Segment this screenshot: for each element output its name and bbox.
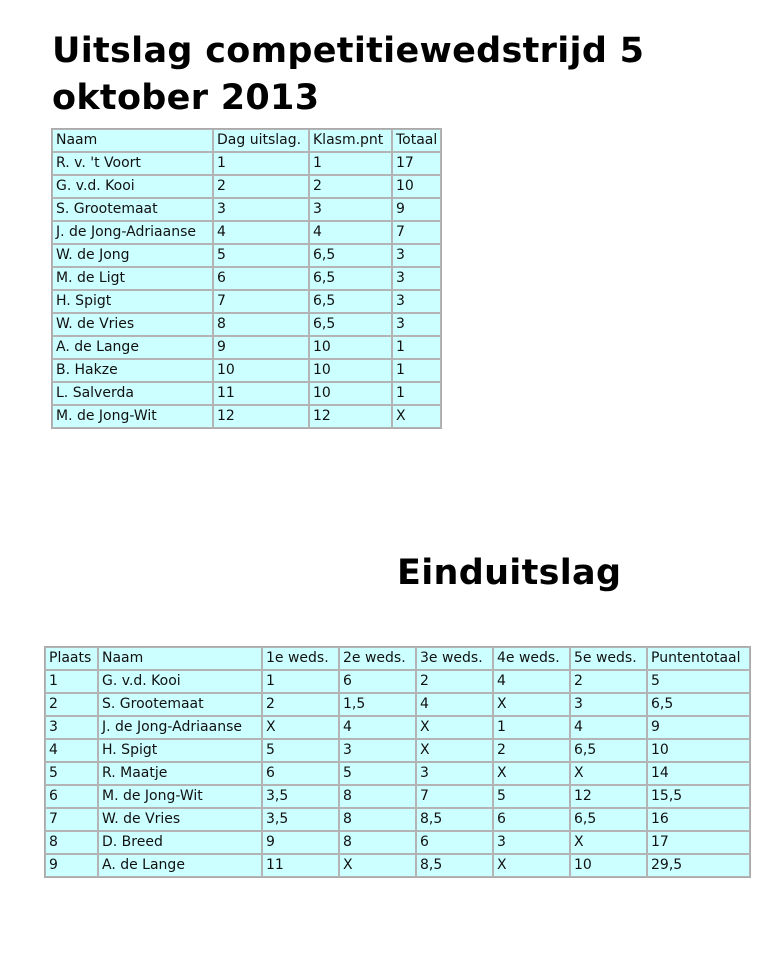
final-results-cell: 2 xyxy=(45,693,98,716)
final-results-cell: X xyxy=(570,831,647,854)
final-results-cell: 9 xyxy=(647,716,750,739)
day-results-cell: H. Spigt xyxy=(52,290,213,313)
day-results-cell: 7 xyxy=(213,290,309,313)
table-row xyxy=(45,716,750,739)
final-results-cell: 10 xyxy=(647,739,750,762)
day-results-cell: 5 xyxy=(213,244,309,267)
final-results-cell: 8,5 xyxy=(416,854,493,877)
final-results-cell: X xyxy=(262,716,339,739)
final-results-header-cell: Plaats xyxy=(45,647,98,670)
final-results-cell: 3 xyxy=(416,762,493,785)
day-results-cell: M. de Jong-Wit xyxy=(52,405,213,428)
day-results-cell: X xyxy=(392,405,441,428)
final-results-cell: 5 xyxy=(45,762,98,785)
day-results-cell: 1 xyxy=(392,336,441,359)
final-results-cell: A. de Lange xyxy=(98,854,262,877)
day-results-cell: 3 xyxy=(213,198,309,221)
final-results-cell: 2 xyxy=(262,693,339,716)
final-results-cell: 3 xyxy=(45,716,98,739)
final-results-cell: 9 xyxy=(45,854,98,877)
final-results-cell: 11 xyxy=(262,854,339,877)
day-results-cell: 10 xyxy=(309,382,392,405)
table-row xyxy=(52,267,441,290)
final-results-cell: 6 xyxy=(262,762,339,785)
day-results-header-cell: Klasm.pnt xyxy=(309,129,392,152)
final-results-cell: R. Maatje xyxy=(98,762,262,785)
final-results-cell: 6 xyxy=(45,785,98,808)
final-results-cell: 2 xyxy=(493,739,570,762)
table-row xyxy=(52,336,441,359)
final-results-cell: 10 xyxy=(570,854,647,877)
day-results-cell: 3 xyxy=(309,198,392,221)
final-results-body xyxy=(45,647,750,877)
day-results-cell: 10 xyxy=(213,359,309,382)
final-results-cell: 5 xyxy=(262,739,339,762)
table-row xyxy=(45,854,750,877)
final-results-cell: S. Grootemaat xyxy=(98,693,262,716)
final-results-cell: 3 xyxy=(570,693,647,716)
final-results-cell: J. de Jong-Adriaanse xyxy=(98,716,262,739)
day-results-cell: 2 xyxy=(213,175,309,198)
final-results-cell: 4 xyxy=(45,739,98,762)
day-results-cell: 9 xyxy=(392,198,441,221)
day-results-cell: 6,5 xyxy=(309,267,392,290)
day-results-cell: W. de Jong xyxy=(52,244,213,267)
day-results-cell: 1 xyxy=(392,382,441,405)
day-results-cell: 6,5 xyxy=(309,290,392,313)
day-results-cell: 10 xyxy=(309,359,392,382)
final-results-cell: 3 xyxy=(339,739,416,762)
final-results-cell: G. v.d. Kooi xyxy=(98,670,262,693)
table-row xyxy=(52,221,441,244)
day-results-cell: 6,5 xyxy=(309,244,392,267)
final-results-cell: 1 xyxy=(45,670,98,693)
table-row xyxy=(52,405,441,428)
day-results-cell: 1 xyxy=(392,359,441,382)
table-row xyxy=(52,152,441,175)
day-results-cell: 3 xyxy=(392,313,441,336)
day-results-cell: J. de Jong-Adriaanse xyxy=(52,221,213,244)
final-results-cell: 4 xyxy=(570,716,647,739)
final-results-cell: W. de Vries xyxy=(98,808,262,831)
final-results-cell: X xyxy=(339,854,416,877)
table-row xyxy=(45,739,750,762)
final-results-cell: X xyxy=(493,693,570,716)
day-results-cell: 12 xyxy=(309,405,392,428)
final-results-header-cell: 1e weds. xyxy=(262,647,339,670)
final-results-cell: 2 xyxy=(416,670,493,693)
title-area xyxy=(0,0,778,130)
final-results-cell: H. Spigt xyxy=(98,739,262,762)
final-results-cell: 6 xyxy=(416,831,493,854)
day-results-cell: 9 xyxy=(213,336,309,359)
day-results-body xyxy=(52,129,441,428)
day-results-cell: 1 xyxy=(309,152,392,175)
day-results-cell: 6,5 xyxy=(309,313,392,336)
final-results-cell: 5 xyxy=(647,670,750,693)
day-results-header-cell: Naam xyxy=(52,129,213,152)
final-results-cell: 5 xyxy=(493,785,570,808)
final-results-cell: X xyxy=(416,716,493,739)
final-results-cell: 3,5 xyxy=(262,808,339,831)
final-results-cell: 9 xyxy=(262,831,339,854)
day-results-cell: 10 xyxy=(392,175,441,198)
final-results-cell: X xyxy=(570,762,647,785)
table-row xyxy=(45,785,750,808)
final-results-cell: 5 xyxy=(339,762,416,785)
final-results-cell: 6,5 xyxy=(570,808,647,831)
day-results-cell: W. de Vries xyxy=(52,313,213,336)
final-results-table xyxy=(44,646,751,878)
final-results-header-cell: 5e weds. xyxy=(570,647,647,670)
final-results-cell: 7 xyxy=(416,785,493,808)
table-row xyxy=(45,762,750,785)
final-results-cell: 1 xyxy=(493,716,570,739)
final-results-cell: 4 xyxy=(416,693,493,716)
final-results-cell: 8 xyxy=(45,831,98,854)
final-results-cell: M. de Jong-Wit xyxy=(98,785,262,808)
final-results-cell: 6,5 xyxy=(570,739,647,762)
final-results-cell: 1 xyxy=(262,670,339,693)
final-results-cell: 2 xyxy=(570,670,647,693)
day-results-cell: 1 xyxy=(213,152,309,175)
day-results-header-cell: Totaal xyxy=(392,129,441,152)
final-results-heading: Einduitslag xyxy=(397,553,622,593)
final-results-header-cell: 2e weds. xyxy=(339,647,416,670)
final-results-cell: 7 xyxy=(45,808,98,831)
day-results-cell: 8 xyxy=(213,313,309,336)
day-results-cell: 3 xyxy=(392,244,441,267)
day-results-cell: 11 xyxy=(213,382,309,405)
final-results-cell: D. Breed xyxy=(98,831,262,854)
final-results-cell: 8,5 xyxy=(416,808,493,831)
day-results-cell: M. de Ligt xyxy=(52,267,213,290)
day-results-cell: B. Hakze xyxy=(52,359,213,382)
day-results-cell: 12 xyxy=(213,405,309,428)
day-results-cell: A. de Lange xyxy=(52,336,213,359)
day-results-cell: 4 xyxy=(213,221,309,244)
final-results-cell: 6,5 xyxy=(647,693,750,716)
final-results-cell: X xyxy=(416,739,493,762)
day-results-cell: 7 xyxy=(392,221,441,244)
final-results-cell: 3,5 xyxy=(262,785,339,808)
day-results-cell: S. Grootemaat xyxy=(52,198,213,221)
table-row xyxy=(52,244,441,267)
day-results-cell: 4 xyxy=(309,221,392,244)
page-title: Uitslag competitiewedstrijd 5 oktober 2013 xyxy=(52,31,645,118)
final-results-header-cell: 4e weds. xyxy=(493,647,570,670)
final-results-cell: 14 xyxy=(647,762,750,785)
table-row xyxy=(45,693,750,716)
day-results-header-cell: Dag uitslag. xyxy=(213,129,309,152)
final-results-cell: 15,5 xyxy=(647,785,750,808)
final-results-cell: 6 xyxy=(339,670,416,693)
day-results-cell: 2 xyxy=(309,175,392,198)
table-row xyxy=(45,831,750,854)
final-results-cell: 17 xyxy=(647,831,750,854)
table-row xyxy=(52,175,441,198)
final-results-cell: X xyxy=(493,762,570,785)
final-results-cell: 8 xyxy=(339,808,416,831)
final-results-cell: 6 xyxy=(493,808,570,831)
day-results-cell: 10 xyxy=(309,336,392,359)
final-results-cell: 8 xyxy=(339,831,416,854)
day-results-cell: 3 xyxy=(392,290,441,313)
final-results-cell: 4 xyxy=(339,716,416,739)
day-results-cell: G. v.d. Kooi xyxy=(52,175,213,198)
day-results-cell: 17 xyxy=(392,152,441,175)
final-results-header-cell: 3e weds. xyxy=(416,647,493,670)
table-row xyxy=(52,313,441,336)
final-results-cell: 12 xyxy=(570,785,647,808)
final-results-cell: 8 xyxy=(339,785,416,808)
table-row xyxy=(45,808,750,831)
final-results-cell: 29,5 xyxy=(647,854,750,877)
final-results-cell: 4 xyxy=(493,670,570,693)
final-results-cell: 1,5 xyxy=(339,693,416,716)
day-results-header-row xyxy=(52,129,441,152)
day-results-cell: R. v. 't Voort xyxy=(52,152,213,175)
day-results-table xyxy=(51,128,442,429)
final-results-header-row xyxy=(45,647,750,670)
final-results-cell: X xyxy=(493,854,570,877)
table-row xyxy=(52,290,441,313)
final-results-header-cell: Puntentotaal xyxy=(647,647,750,670)
table-row xyxy=(45,670,750,693)
day-results-cell: 6 xyxy=(213,267,309,290)
table-row xyxy=(52,382,441,405)
day-results-cell: 3 xyxy=(392,267,441,290)
day-results-cell: L. Salverda xyxy=(52,382,213,405)
final-results-cell: 16 xyxy=(647,808,750,831)
final-results-cell: 3 xyxy=(493,831,570,854)
table-row xyxy=(52,198,441,221)
final-results-header-cell: Naam xyxy=(98,647,262,670)
table-row xyxy=(52,359,441,382)
